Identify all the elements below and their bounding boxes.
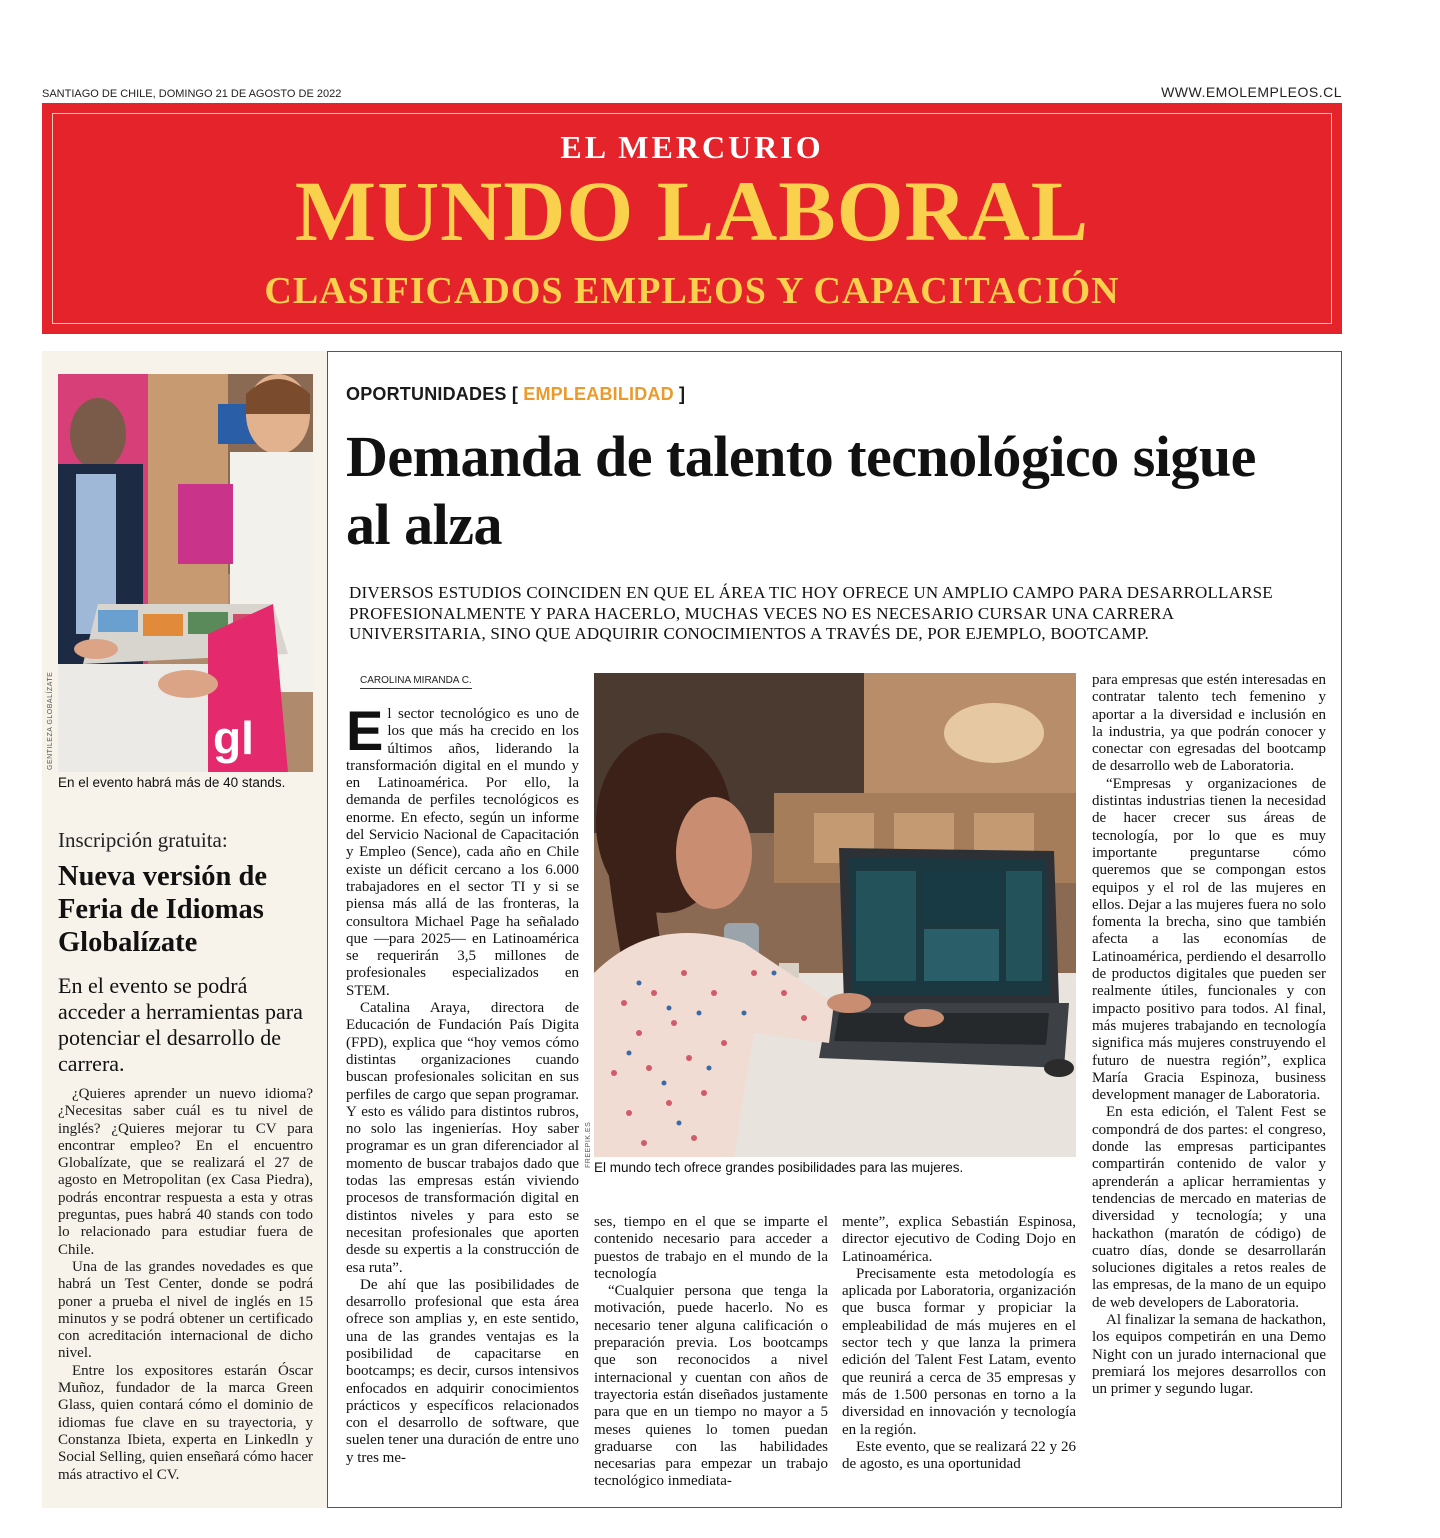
sidebar-deck: En el evento se podrá acceder a herramientas para potenciar el desarrollo de carrera. [58,973,303,1076]
article-paragraph: “Empresas y organizaciones de distintas industrias tienen la necesidad de hacer crecer sus áreas de tecnología, por lo que es muy importante preguntarse cómo queremos que se compongan estos equipos y el rol de las mujeres en ellos. Dejar a las mujeres fuera no solo fomenta la brecha, sino que también afecta a las economías de Latinoamérica, perdiendo el desarrollo de productos digitales que pueden ser realmente útiles, funcionales y con impacto positivo para todos. Al final, más mujeres trabajando en tecnología significa más mujeres construyendo el futuro de nuestra región”, explica María Gracia Espinoza, business development manager de Laboratoria. [1092,775,1326,1104]
section-subtitle: CLASIFICADOS EMPLEOS Y CAPACITACIÓN [264,270,1120,312]
edition-date: SANTIAGO DE CHILE, DOMINGO 21 DE AGOSTO DE 2022 [42,88,342,100]
first-paragraph-text: l sector tecnológico es uno de los que más ha crecido en los últimos años, liderando la transformación digital en el mundo y en Latinoamérica. Por ello, la demanda de perfiles tecnológicos es enorme. En efecto, según un informe del Servicio Nacional de Capacitación y Empleo (Sence), cada año en Chile existe un déficit cercano a los 6.000 trabajadores en el sector TI y si se piensa más allá de las fronteras, la consultora Michael Page ha señalado que —para 2025— en Latinoamérica se requerirán 3,5 millones de profesionales especializados en STEM. [346,706,579,999]
article-column-1 [346,699,579,1467]
kicker-section: OPORTUNIDADES [346,384,507,404]
article-paragraph: mente”, explica Sebastián Espinosa, director ejecutivo de Coding Dojo en Latinoamérica. [842,1214,1076,1265]
article-column-4 [1092,672,1326,1398]
woman-laptop-photo [594,673,1076,1157]
masthead [42,103,1342,334]
article-column-2 [594,1214,828,1491]
drop-cap: E [346,699,384,762]
article-paragraph: De ahí que las posibilidades de desarrollo profesional que esta área ofrece son amplias y, en este sentido, una de las grandes ventajas es la posibilidad de capacitarse en bootcamps; es decir, cursos intensivos enfocados en adquirir conocimientos prácticos y específicos relacionados con el desarrollo de software, que suelen tener una duración de entre uno y tres me- [346,1276,579,1466]
article-paragraph: Al finalizar la semana de hackathon, los equipos competirán en una Demo Night con un jurado internacional que premiará los mejores desarrollos con un primer y segundo lugar. [1092,1311,1326,1398]
article-paragraph: ses, tiempo en el que se imparte el contenido necesario para acceder a puestos de trabajo en el mundo de la tecnología [594,1214,828,1282]
sidebar-title: Nueva versión de Feria de Idiomas Globalízate [58,861,267,958]
article-photo-caption: El mundo tech ofrece grandes posibilidades para las mujeres. [594,1160,964,1175]
sidebar-paragraph: Una de las grandes novedades es que habrá un Test Center, donde se podrá poner a prueba el nivel de inglés en 15 minutos y se podrá obtener un certificado con acreditación internacional de dicho nivel. [58,1258,313,1362]
kicker-bracket-close: ] [679,384,686,404]
fair-photo [58,374,313,772]
article-kicker [346,384,685,405]
article-lead: DIVERSOS ESTUDIOS COINCIDEN EN QUE EL ÁREA TIC HOY OFRECE UN AMPLIO CAMPO PARA DESARROLLARSE PROFESIONALMENTE Y PARA HACERLO, MUCHAS VECES NO ES NECESARIO CURSAR UNA CARRERA UNIVERSITARIA, SINO QUE ADQUIRIR CONOCIMIENTOS A TRAVÉS DE, POR EJEMPLO, BOOTCAMP. [349,583,1273,643]
sidebar-body [58,1086,313,1484]
kicker-bracket-open: [ [511,384,519,404]
article-photo-credit: FREEPIK.ES [585,1121,592,1168]
publisher-name: EL MERCURIO [560,129,824,165]
section-title: MUNDO LABORAL [294,163,1090,259]
article-headline: Demanda de talento tecnológico sigue al alza [346,424,1256,557]
article-paragraph: “Cualquier persona que tenga la motivación, puede hacerlo. No es necesario tener alguna calificación o preparación previa. Los bootcamps que son reconocidos a nivel internacional y cuentan con años de trayectoria están diseñados justamente para que en un tiempo no mayor a 5 meses quienes lo tomen puedan graduarse con las habilidades necesarias para empezar un trabajo tecnológico inmediata- [594,1283,828,1490]
article-byline: CAROLINA MIRANDA C. [360,675,472,689]
sidebar-paragraph: ¿Quieres aprender un nuevo idioma? ¿Necesitas saber cuál es tu nivel de inglés? ¿Quieres mejorar tu CV para encontrar empleo? En el encuentro Globalízate, que se realizará el 27 de agosto en Metropolitan (ex Casa Piedra), podrás encontrar respuesta a esta y otras preguntas, pues habrá 40 stands con todo lo relacionado para estudiar fuera de Chile. [58,1086,313,1258]
article-column-3 [842,1214,1076,1473]
article-paragraph: Precisamente esta metodología es aplicada por Laboratoria, organización que busca formar y propiciar la empleabilidad de más mujeres en el sector tech y que lanza la primera edición del Talent Fest Latam, evento que reunirá a cerca de 35 empresas y más de 1.500 personas en torno a la diversidad en innovación y tecnología en la región. [842,1265,1076,1438]
sidebar-paragraph: Entre los expositores estarán Óscar Muñoz, fundador de la marca Green Glass, quien contará cómo el dominio de idiomas fue clave en su trayectoria, y Constanza Ibieta, experta en Linkedln y Social Selling, quien enseñará cómo hacer más atractivo el CV. [58,1362,313,1483]
sidebar-kicker: Inscripción gratuita: [58,828,228,852]
website-url[interactable]: WWW.EMOLEMPLEOS.CL [1161,84,1342,100]
article-paragraph: En esta edición, el Talent Fest se compondrá de dos partes: el congreso, donde las empresas participantes compartirán contenido de valor y aprenderán a aplicar herramientas y tendencias de mercado en materias de diversidad y tecnología; y una hackathon (maratón de código) de cuatro días, donde se desarrollarán soluciones digitales a retos reales de las empresas, de la mano de un equipo de web developers de Laboratoria. [1092,1104,1326,1311]
article-paragraph-first [346,699,579,1000]
svg-text:gl: gl [213,712,254,764]
sidebar-photo-credit: GENTILEZA GLOBALÍZATE [47,671,54,770]
article-paragraph: Catalina Araya, directora de Educación de Fundación País Digita (FPD), explica que “hoy vemos cómo distintas organizaciones cuando buscan profesionales solicitan en sus perfiles de cargo que sepan programar. Y esto es válido para distintos rubros, no solo las ingenierías. Hoy saber programar es un gran diferenciador al momento de buscar trabajos dado que todas las empresas están viviendo procesos de transformación digital en distintos niveles y para esto se necesitan profesionales que aporten desde su expertis a la construcción de esa ruta”. [346,1000,579,1276]
kicker-subsection: EMPLEABILIDAD [523,384,674,404]
sidebar-photo-caption: En el evento habrá más de 40 stands. [58,775,286,790]
article-paragraph: Este evento, que se realizará 22 y 26 de agosto, es una oportunidad [842,1438,1076,1473]
article-paragraph: para empresas que estén interesadas en contratar talento tech femenino y aportar a la diversidad e inclusión en la industria, ya que podrán conocer y conectar con egresadas del bootcamp de desarrollo web de Laboratoria. [1092,672,1326,775]
